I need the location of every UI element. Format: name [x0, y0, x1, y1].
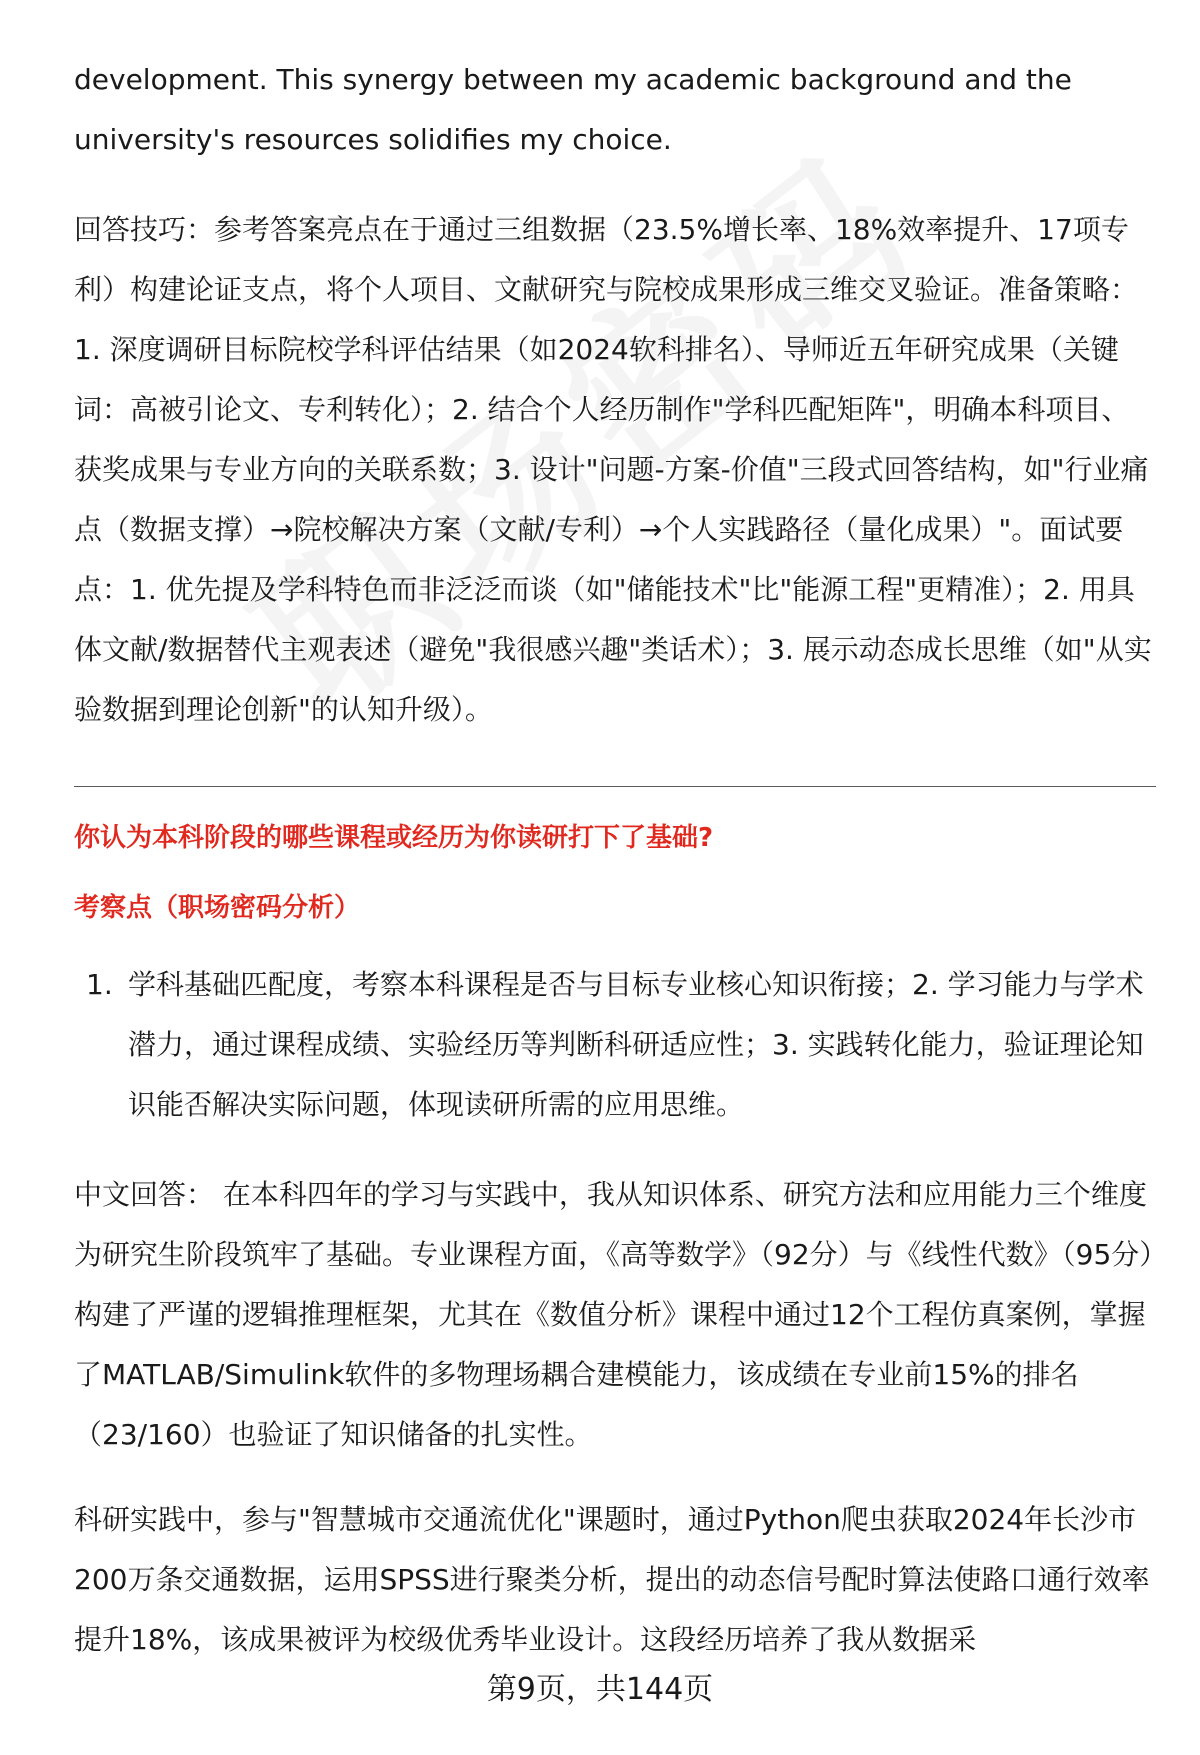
list-item-number: 1.: [86, 968, 113, 1001]
section-divider: [74, 786, 1156, 787]
intro-paragraph: development. This synergy between my academic background and the university's resources solidifies my choice.: [74, 63, 1072, 156]
points-heading: 考察点（职场密码分析）: [74, 893, 361, 923]
question-heading: 你认为本科阶段的哪些课程或经历为你读研打下了基础?: [74, 823, 714, 853]
practice-paragraph: 科研实践中，参与"智慧城市交通流优化"课题时，通过Python爬虫获取2024年长沙市200万条交通数据，运用SPSS进行聚类分析，提出的动态信号配时算法使路口通行效率提升18%，该成果被评为校级优秀毕业设计。这段经历培养了我从数据采: [74, 1503, 1150, 1656]
answer-paragraph: 中文回答： 在本科四年的学习与实践中，我从知识体系、研究方法和应用能力三个维度为研究生阶段筑牢了基础。专业课程方面，《高等数学》（92分）与《线性代数》（95分）构建了严谨的逻辑推理框架，尤其在《数值分析》课程中通过12个工程仿真案例，掌握了MATLAB/Simulink软件的多物理场耦合建模能力，该成绩在专业前15%的排名（23/160）也验证了知识储备的扎实性。: [74, 1178, 1154, 1451]
page-footer: 第9页，共144页: [486, 1672, 714, 1707]
list-item-text: 学科基础匹配度，考察本科课程是否与目标专业核心知识衔接；2. 学习能力与学术潜力，通过课程成绩、实验经历等判断科研适应性；3. 实践转化能力，验证理论知识能否解决实际问题，体现读研所需的应用思维。: [128, 968, 1144, 1121]
points-list: [74, 955, 1156, 1135]
tips-paragraph: 回答技巧：参考答案亮点在于通过三组数据（23.5%增长率、18%效率提升、17项专利）构建论证支点，将个人项目、文献研究与院校成果形成三维交叉验证。准备策略：1. 深度调研目标院校学科评估结果（如2024软科排名）、导师近五年研究成果（关键词：高被引论文、专利转化）；2. 结合个人经历制作"学科匹配矩阵"，明确本科项目、获奖成果与专业方向的关联系数；3. 设计"问题-方案-价值"三段式回答结构，如"行业痛点（数据支撑）→院校解决方案（文献/专利）→个人实践路径（量化成果）"。面试要点：1. 优先提及学科特色而非泛泛而谈（如"储能技术"比"能源工程"更精准）；2. 用具体文献/数据替代主观表述（避免"我很感兴趣"类话术）；3. 展示动态成长思维（如"从实验数据到理论创新"的认知升级）。: [74, 213, 1152, 726]
list-item: [74, 955, 1156, 1135]
